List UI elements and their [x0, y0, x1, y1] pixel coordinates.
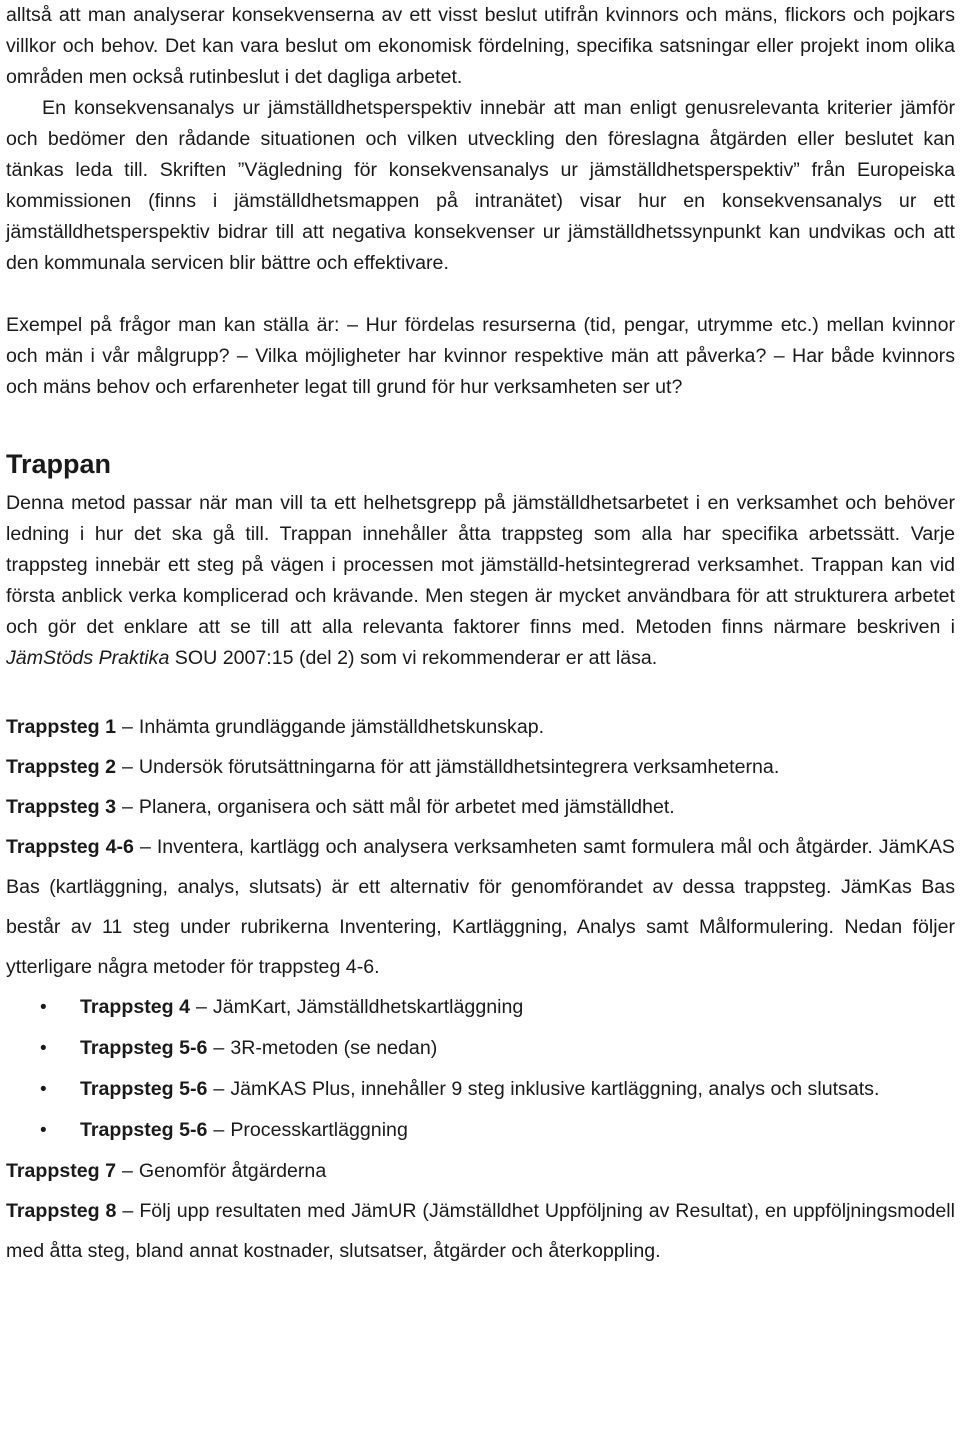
step-text: Undersök förutsättningarna för att jämställdhetsintegrera verksamheterna. [138, 756, 780, 778]
intro-paragraph-1: alltså att man analyserar konsekvenserna av ett visst beslut utifrån kvinnors och mäns, flickors och pojkars villkor och behov. Det kan vara beslut om ekonomisk fördelning, specifika satsningar eller projekt inom olika områden men också rutinbeslut i det dagliga arbetet. [6, 4, 955, 88]
bullet-item [6, 987, 955, 1028]
bullet-label: Trappsteg 5-6 [80, 1037, 208, 1059]
method-bullet-list [6, 987, 955, 1151]
step-dash: – [121, 1160, 133, 1182]
step-label: Trappsteg 3 [6, 796, 116, 818]
step-text: Följ upp resultaten med JämUR (Jämställdhet Uppföljning av Resultat), en uppföljningsmodell med åtta steg, bland annat kostnader, slutsatser, åtgärder och återkoppling. [6, 1200, 955, 1262]
step-label: Trappsteg 2 [6, 756, 116, 778]
bullet-dash: – [213, 1078, 225, 1100]
document-page [6, 0, 955, 1271]
bullet-dash: – [213, 1037, 225, 1059]
step-label: Trappsteg 8 [6, 1200, 117, 1222]
bullet-dash: – [213, 1119, 225, 1141]
step-text: Planera, organisera och sätt mål för arbetet med jämställdhet. [138, 796, 675, 818]
bullet-glyph: • [40, 1038, 47, 1059]
bullet-glyph: • [40, 1079, 47, 1100]
trappan-body-part2: SOU 2007:15 (del 2) som vi rekommenderar er att läsa. [174, 647, 658, 669]
step-dash: – [122, 1200, 134, 1222]
step-text: Inventera, kartlägg och analysera verksamheten samt formulera mål och åtgärder. JämKAS Bas (kartläggning, analys, slutsats) är ett alternativ för genomförandet av dessa trappsteg. JämKas Bas består av 11 steg under rubrikerna Inventering, Kartläggning, Analys samt Målformulering. Nedan följer ytterligare några metoder för trappsteg 4-6. [6, 836, 955, 978]
bullet-text: JämKAS Plus, innehåller 9 steg inklusive kartläggning, analys och slutsats. [230, 1078, 880, 1100]
step-label: Trappsteg 7 [6, 1160, 116, 1182]
step-item [6, 1191, 955, 1271]
bullet-item [6, 1110, 955, 1151]
bullet-label: Trappsteg 5-6 [80, 1119, 208, 1141]
bullet-dash: – [195, 996, 207, 1018]
section-heading-trappan: Trappan [6, 449, 112, 479]
intro-paragraph-2: En konsekvensanalys ur jämställdhetsperspektiv innebär att man enligt genusrelevanta kriterier jämför och bedömer den rådande situationen och vilken utveckling den föreslagna åtgärden eller beslutet kan tänkas leda till. Skriften ”Vägledning för konsekvensanalys ur jämställdhetsperspektiv” från Europeiska kommissionen (finns i jämställdhetsmappen på intranätet) visar hur en konsekvensanalys ur ett jämställdhetsperspektiv bidrar till att negativa konsekvenser ur jämställdhetssynpunkt kan undvikas och att den kommunala servicen blir bättre och effektivare. [6, 97, 955, 274]
bullet-glyph: • [40, 997, 47, 1018]
step-text: Genomför åtgärderna [138, 1160, 327, 1182]
bullet-glyph: • [40, 1120, 47, 1141]
bullet-text: JämKart, Jämställdhetskartläggning [212, 996, 524, 1018]
step-text: Inhämta grundläggande jämställdhetskunskap. [138, 716, 545, 738]
bullet-item [6, 1028, 955, 1069]
example-questions-paragraph: Exempel på frågor man kan ställa är: – Hur fördelas resurserna (tid, pengar, utrymme etc.) mellan kvinnor och män i vår målgrupp? – Vilka möjligheter har kvinnor respektive män att påverka? – Har både kvinnors och mäns behov och erfarenheter legat till grund för hur verksamheten ser ut? [6, 314, 955, 398]
step-item [6, 827, 955, 987]
step-item [6, 747, 955, 787]
bullet-text: 3R-metoden (se nedan) [230, 1037, 438, 1059]
step-dash: – [121, 716, 133, 738]
bullet-label: Trappsteg 5-6 [80, 1078, 208, 1100]
step-dash: – [139, 836, 151, 858]
step-label: Trappsteg 1 [6, 716, 116, 738]
step-item [6, 787, 955, 827]
bullet-text: Processkartläggning [230, 1119, 408, 1141]
trappan-body [6, 488, 955, 674]
step-dash: – [121, 796, 133, 818]
trappan-body-part1: Denna metod passar när man vill ta ett helhetsgrepp på jämställdhetsarbetet i en verksamhet och behöver ledning i hur det ska gå till. Trappan innehåller åtta trappsteg som alla har specifika arbetssätt. Varje trappsteg innebär ett steg på vägen i processen mot jämställd-hetsintegrerad verksamhet. Trappan kan vid första anblick verka komplicerad och krävande. Men stegen är mycket användbara för att strukturera arbetet och gör det enklare att se till att alla relevanta faktorer finns med. Metoden finns närmare beskriven i [6, 492, 955, 638]
step-item [6, 1151, 955, 1191]
step-dash: – [121, 756, 133, 778]
bullet-label: Trappsteg 4 [80, 996, 190, 1018]
step-item [6, 707, 955, 747]
trappan-body-italic-title: JämStöds Praktika [6, 647, 170, 669]
step-label: Trappsteg 4-6 [6, 836, 134, 858]
bullet-item [6, 1069, 955, 1110]
